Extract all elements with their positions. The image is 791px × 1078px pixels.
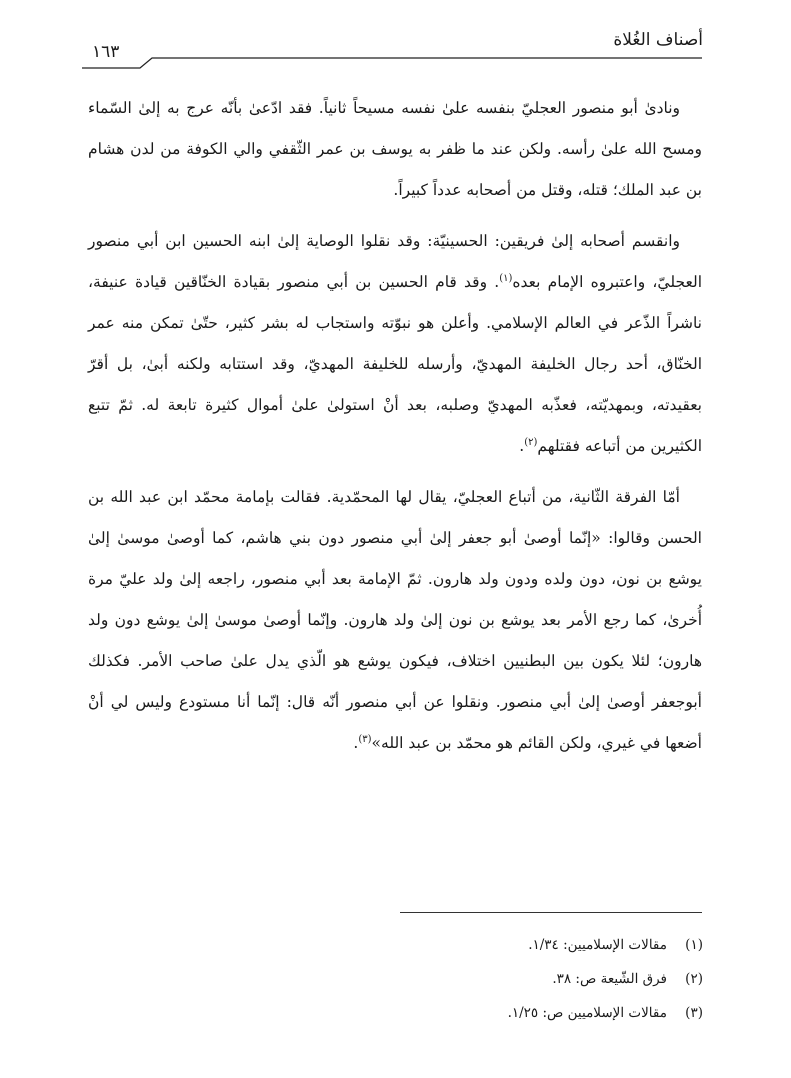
- header-rule: [82, 36, 702, 76]
- footnote-ref-2: (٢): [524, 436, 538, 448]
- footnote-1-text: مقالات الإسلاميين: ١/٣٤.: [528, 937, 667, 953]
- footnote-divider: [400, 912, 702, 913]
- footnote-3-number: (٣): [685, 1005, 703, 1021]
- footnote-2: [303, 962, 703, 996]
- paragraph-2-text-a: وانقسم أصحابه إلىٰ فريقين: الحسينيّة: وقد نقلوا الوصاية إلىٰ ابنه الحسين ابن أبي منصور العجليّ، واعتبروه الإمام بعده: [88, 232, 702, 291]
- paragraph-2-text-c: .: [519, 437, 525, 455]
- footnotes: [303, 928, 703, 1030]
- paragraph-3: [88, 477, 702, 764]
- paragraph-3-text-a: أمّا الفرقة الثّانية، من أتباع العجليّ، يقال لها المحمّدية. فقالت بإمامة محمّد ابن عبد الله بن الحسن وقالوا: «إنّما أوصىٰ أبو جعفر إلىٰ أبي منصور دون بني هاشم، كما أوصىٰ موسىٰ إلىٰ يوشع بن نون، دون ولده ودون ولد هارون. ثمّ الإمامة بعد أبي منصور، راجعه إلىٰ ولد عليّ مرة أُخرىٰ، كما رجع الأمر بعد يوشع بن نون إلىٰ ولد هارون. وإنّما أوصىٰ موسىٰ إلىٰ يوشع دون ولد هارون؛ لئلا يكون بين البطنيين اختلاف، فيكون يوشع هو الّذي يدل علىٰ صاحب الأمر. فكذلك أبوجعفر أوصىٰ إلىٰ أبي منصور. ونقلوا عن أبي منصور أنّه قال: إنّما أنا مستودع وليس لي أنْ أضعها في غيري، ولكن القائم هو محمّد بن عبد الله»: [88, 488, 702, 752]
- paragraph-2: [88, 221, 702, 467]
- footnote-3-text: مقالات الإسلاميين ص: ١/٢٥.: [507, 1005, 667, 1021]
- footnote-2-number: (٢): [685, 971, 703, 987]
- paragraph-1: [88, 88, 702, 211]
- paragraph-3-text-b: .: [353, 734, 359, 752]
- footnote-1: [303, 928, 703, 962]
- footnote-ref-1: (١): [499, 272, 513, 284]
- footnote-2-text: فرق الشّيعة ص: ٣٨.: [552, 971, 667, 987]
- body-text: [88, 88, 702, 764]
- footnote-1-number: (١): [685, 937, 703, 953]
- page-number: ١٦٣: [92, 42, 120, 62]
- paragraph-2-text-b: . وقد قام الحسين بن أبي منصور بقيادة الخنّاقين قيادة عنيفة، ناشراً الذّعر في العالم الإسلامي. وأعلن هو نبوّته واستجاب له بشر كثير، حتّىٰ تمكن منه عمر الخنّاق، أحد رجال الخليفة المهديّ، وأرسله للخليفة المهديّ، وقد استتابه ولكنه أبىٰ، بل أقرّ بعقيدته، وبمهديّته، فعذّبه المهديّ وصلبه، بعد أنْ استولىٰ علىٰ أموال كثيرة تابعة له. ثمّ تتبع الكثيرين من أتباعه فقتلهم: [88, 273, 702, 455]
- footnote-ref-3: (٣): [358, 733, 372, 745]
- running-title: أصناف الغُلاة: [613, 30, 703, 50]
- paragraph-1-text: ونادىٰ أبو منصور العجليّ بنفسه علىٰ نفسه مسيحاً ثانياً. فقد ادّعىٰ بأنّه عرج به إلىٰ السّماء ومسح الله علىٰ رأسه. ولكن عند ما ظفر به يوسف بن عمر الثّقفي والي الكوفة من لدن هشام بن عبد الملك؛ قتله، وقتل من أصحابه عدداً كبيراً.: [88, 99, 702, 199]
- footnote-3: [303, 996, 703, 1030]
